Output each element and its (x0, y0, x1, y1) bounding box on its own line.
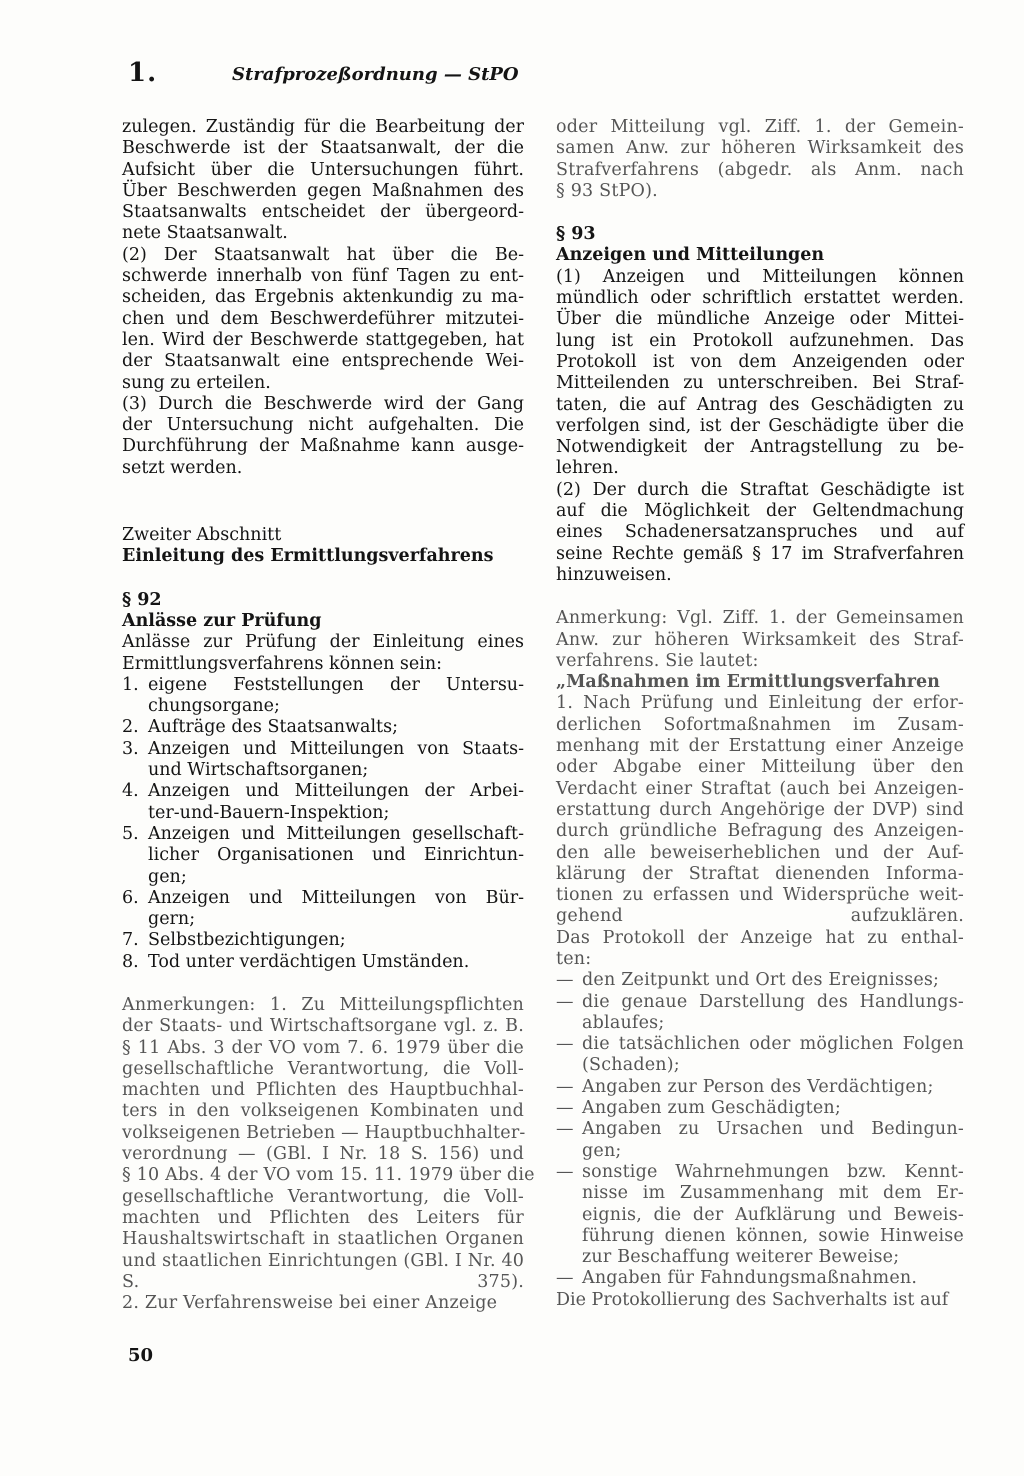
dash-list-item (556, 1077, 964, 1098)
text-line: gehend aufzuklären. (556, 906, 964, 927)
text-line: licher Organisationen und Einrichtun- (148, 845, 524, 866)
text-line: chen und dem Beschwerdeführer mitzutei- (122, 308, 524, 329)
annotation-heading: „Maßnahmen im Ermittlungsverfahren (556, 672, 940, 693)
dash-list (556, 970, 964, 1289)
text-line: lehren. (556, 458, 619, 479)
text-line: Aufträge des Staatsanwalts; (148, 717, 398, 738)
text-line: führung dienen können, sowie Hinweise (582, 1225, 964, 1246)
paragraph-2 (556, 480, 964, 586)
text-line: nete Staatsanwalt. (122, 223, 288, 244)
paragraph-3 (122, 394, 524, 479)
list-item-number: 2. (122, 717, 139, 738)
dash-list-item (556, 1162, 964, 1268)
text-line: den Zeitpunkt und Ort des Ereignisses; (582, 970, 940, 991)
text-line: erstattung durch Angehörige der DVP) sind (556, 799, 964, 820)
list-item (122, 824, 524, 888)
text-line: Haushaltswirtschaft in staatlichen Organen (122, 1229, 524, 1250)
text-line: volkseigenen Betrieben — Hauptbuchhalter- (122, 1122, 526, 1143)
list-item (122, 717, 524, 738)
text-line: Protokoll ist von dem Anzeigenden oder (556, 351, 964, 372)
text-line: len. Wird der Beschwerde stattgegeben, hat (122, 329, 524, 350)
text-line: (1) Anzeigen und Mitteilungen können (556, 266, 964, 287)
section-label: Zweiter Abschnitt (122, 525, 282, 546)
running-title: Strafprozeßordnung — StPO (232, 64, 519, 85)
text-line: zulegen. Zuständig für die Bearbeitung der (122, 117, 524, 137)
list-item (122, 739, 524, 782)
text-line: Angaben zum Geschädigten; (582, 1098, 841, 1119)
text-line: Anw. zur höheren Wirksamkeit des Straf- (556, 629, 964, 650)
text-line: Mitteilenden zu unterschreiben. Bei Straf- (556, 373, 964, 394)
list-item (122, 675, 524, 718)
dash-bullet: — (556, 970, 574, 991)
list-item-number: 8. (122, 951, 139, 972)
left-column (122, 117, 535, 1314)
paragraph-number: § 92 (122, 589, 162, 610)
text-line: Über die mündliche Anzeige oder Mittei- (556, 309, 964, 330)
text-line: Anzeigen und Mitteilungen von Staats- (148, 738, 524, 759)
text-line: Verdacht einer Straftat (auch bei Anzeigen- (556, 778, 964, 799)
text-line: Anmerkung: Vgl. Ziff. 1. der Gemeinsamen (556, 608, 964, 629)
numbered-list (122, 675, 524, 973)
text-line: ter-und-Bauern-Inspektion; (148, 802, 390, 823)
text-line: setzt werden. (122, 457, 243, 478)
text-line: chungsorgane; (148, 696, 280, 717)
text-line: Durchführung der Maßnahme kann ausge- (122, 436, 524, 457)
text-line: verfahrens. Sie lautet: (556, 650, 759, 671)
text-line: auf die Möglichkeit der Geltendmachung (556, 501, 964, 522)
text-line: Das Protokoll der Anzeige hat zu enthal- (556, 927, 964, 948)
text-line: menhang mit der Erstattung einer Anzeige (556, 736, 964, 757)
paragraph-title: Anzeigen und Mitteilungen (556, 245, 825, 266)
text-line: verfolgen sind, ist der Geschädigte über die (556, 415, 964, 436)
list-item (122, 952, 524, 973)
page-number: 50 (128, 1345, 154, 1366)
text-line: der Staatsanwalt eine entsprechende Wei- (122, 351, 524, 372)
text-line: Staatsanwalts entscheidet der übergeord- (122, 202, 524, 223)
text-line: Anmerkungen: 1. Zu Mitteilungspflichten (122, 994, 524, 1015)
dash-bullet: — (556, 991, 574, 1012)
text-line: Angaben zu Ursachen und Bedingun- (582, 1119, 964, 1140)
text-line: sung zu erteilen. (122, 372, 271, 393)
chapter-number: 1. (128, 58, 158, 88)
text-line: gern; (148, 909, 196, 930)
text-line: die tatsächlichen oder möglichen Folgen (582, 1034, 964, 1055)
dash-list-item (556, 1119, 964, 1162)
paragraph-number: § 93 (556, 224, 596, 245)
text-line: eigene Feststellungen der Untersu- (148, 674, 524, 695)
text-line: nisse im Zusammenhang mit dem Er- (582, 1183, 964, 1204)
annotation-note (122, 994, 535, 1314)
text-line: 1. Nach Prüfung und Einleitung der erfor- (556, 693, 964, 714)
text-line: Notwendigkeit der Antragstellung zu be- (556, 437, 964, 458)
text-line: Aufsicht über die Untersuchungen führt. (122, 159, 524, 180)
text-line: die genaue Darstellung des Handlungs- (582, 991, 964, 1012)
text-line: Anzeigen und Mitteilungen gesellschaft- (148, 823, 524, 844)
text-line: der Untersuchung nicht aufgehalten. Die (122, 415, 524, 436)
dash-bullet: — (556, 1076, 574, 1097)
text-line: (2) Der durch die Straftat Geschädigte ist (556, 479, 964, 500)
text-line: Ermittlungsverfahrens können sein: (122, 653, 443, 674)
annotation-intro (556, 608, 964, 672)
dash-bullet: — (556, 1268, 574, 1289)
dash-bullet: — (556, 1098, 574, 1119)
list-item-number: 4. (122, 781, 139, 802)
text-line: hinzuweisen. (556, 564, 672, 585)
page-header (128, 58, 988, 98)
text-line: scheiden, das Ergebnis aktenkundig zu ma- (122, 287, 524, 308)
text-line: (3) Durch die Beschwerde wird der Gang (122, 393, 524, 414)
text-line: und staatlichen Einrichtungen (GBl. I Nr. 40 (122, 1250, 525, 1271)
list-item-number: 5. (122, 823, 139, 844)
text-line: oder Mitteilung vgl. Ziff. 1. der Gemein- (556, 117, 964, 137)
text-line: mündlich oder schriftlich erstattet werden. (556, 288, 964, 309)
text-line: durch gründliche Befragung des Anzeigen- (556, 821, 964, 842)
text-line: samen Anw. zur höheren Wirksamkeit des (556, 138, 964, 159)
text-line: ters in den volkseigenen Kombinaten und (122, 1101, 524, 1122)
dash-bullet: — (556, 1161, 574, 1182)
dash-list-item (556, 1034, 964, 1077)
text-line: § 11 Abs. 3 der VO vom 7. 6. 1979 über die (122, 1037, 524, 1058)
list-item (122, 888, 524, 931)
text-line: Beschwerde ist der Staatsanwalt, der die (122, 138, 524, 159)
text-line: derlichen Sofortmaßnahmen im Zusam- (556, 714, 964, 735)
text-line: Über Beschwerden gegen Maßnahmen des (122, 180, 524, 201)
text-line: machten und Pflichten des Hauptbuchhal- (122, 1080, 524, 1101)
list-item (122, 930, 524, 951)
text-line: Angaben für Fahndungsmaßnahmen. (582, 1268, 918, 1289)
text-line: 2. Zur Verfahrensweise bei einer Anzeige (122, 1293, 498, 1314)
list-item-number: 7. (122, 930, 139, 951)
text-line: (2) Der Staatsanwalt hat über die Be- (122, 244, 524, 265)
text-line: seine Rechte gemäß § 17 im Strafverfahren (556, 543, 964, 564)
annotation-note-continued (556, 117, 964, 202)
section-title: Einleitung des Ermittlungsverfahrens (122, 546, 494, 567)
list-item-number: 6. (122, 887, 139, 908)
text-line: Anzeigen und Mitteilungen von Bür- (148, 887, 524, 908)
text-line: gesellschaftliche Verantwortung, die Voll- (122, 1058, 524, 1079)
text-line: oder Abgabe einer Mitteilung über den (556, 757, 964, 778)
text-line: ten: (556, 948, 592, 969)
text-line: Selbstbezichtigungen; (148, 930, 346, 951)
text-line: lung ist ein Protokoll aufzunehmen. Das (556, 330, 964, 351)
text-line: gesellschaftliche Verantwortung, die Voll- (122, 1186, 524, 1207)
text-line: den alle beweiserheblichen und der Auf- (556, 842, 964, 863)
text-line: ablaufes; (582, 1012, 665, 1033)
paragraph-intro (122, 632, 524, 675)
list-item-number: 3. (122, 738, 139, 759)
text-line: Tod unter verdächtigen Umständen. (148, 951, 470, 972)
text-line: eignis, die der Aufklärung und Beweis- (582, 1204, 964, 1225)
dash-list-item (556, 970, 964, 991)
dash-bullet: — (556, 1034, 574, 1055)
list-item-number: 1. (122, 674, 139, 695)
text-line: tionen zu erfassen und Widersprüche weit- (556, 885, 964, 906)
text-line: verordnung — (GBl. I Nr. 18 S. 156) und (122, 1144, 524, 1165)
text-line: Anzeigen und Mitteilungen der Arbei- (148, 781, 524, 802)
paragraph-2 (122, 245, 524, 394)
annotation-body (556, 693, 964, 970)
closing-line: Die Protokollierung des Sachverhalts ist auf (556, 1289, 949, 1310)
text-line: Strafverfahrens (abgedr. als Anm. nach (556, 159, 964, 180)
paragraph-title: Anlässe zur Prüfung (122, 610, 322, 631)
list-item (122, 781, 524, 824)
text-line: machten und Pflichten des Leiters für (122, 1207, 524, 1228)
dash-list-item (556, 1098, 964, 1119)
paragraph-1 (556, 267, 964, 480)
text-line: (Schaden); (582, 1055, 680, 1076)
text-line: der Staats- und Wirtschaftsorgane vgl. z. B. (122, 1016, 524, 1037)
text-line: taten, die auf Antrag des Geschädigten zu (556, 394, 964, 415)
text-line: sonstige Wahrnehmungen bzw. Kennt- (582, 1161, 964, 1182)
text-line: gen; (582, 1140, 622, 1161)
text-line: zur Beschaffung weiterer Beweise; (582, 1247, 900, 1268)
text-line: eines Schadenersatzanspruches und auf (556, 522, 964, 543)
text-line: schwerde innerhalb von fünf Tagen zu ent- (122, 266, 524, 287)
text-line: Anlässe zur Prüfung der Einleitung eines (122, 632, 524, 653)
text-line: § 93 StPO). (556, 180, 658, 201)
text-line: § 10 Abs. 4 der VO vom 15. 11. 1979 über die (122, 1165, 535, 1186)
right-column (556, 117, 964, 1311)
dash-list-item (556, 1268, 964, 1289)
text-line: klärung der Straftat dienenden Informa- (556, 863, 964, 884)
dash-bullet: — (556, 1119, 574, 1140)
text-line: gen; (148, 866, 187, 887)
text-line: S. 375). (122, 1271, 524, 1292)
text-line: und Wirtschaftsorganen; (148, 760, 369, 781)
dash-list-item (556, 992, 964, 1035)
text-line: Angaben zur Person des Verdächtigen; (582, 1076, 934, 1097)
intro-paragraph (122, 117, 524, 245)
